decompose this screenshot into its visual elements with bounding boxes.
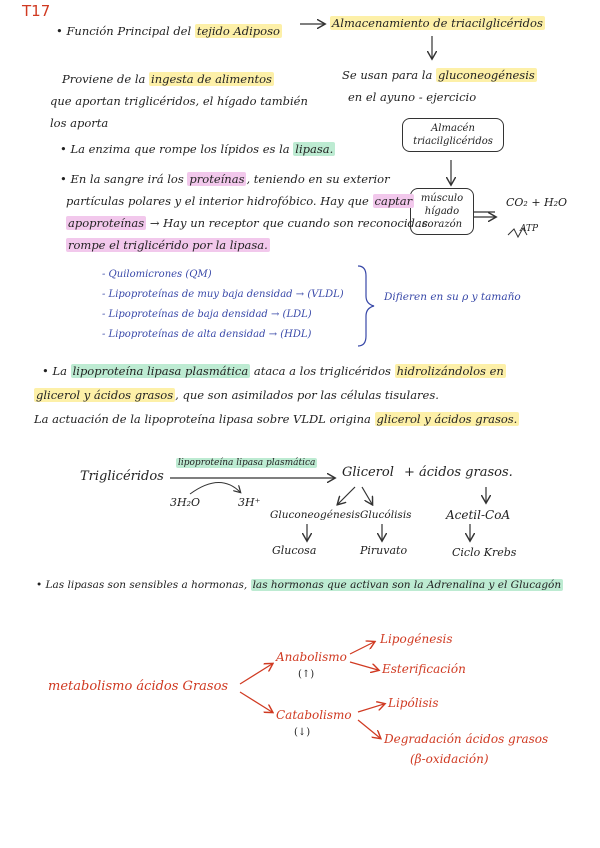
adipose-label: • Función Principal del <box>56 24 192 38</box>
lipolysis: Lipólisis <box>388 696 439 710</box>
esterification: Esterificación <box>382 662 466 676</box>
rx-triglycerides: Triglicéridos <box>80 469 164 484</box>
source-line-2: que aportan triglicéridos, el hígado también <box>50 94 308 108</box>
rx-gluconeogenesis: Gluconeogénesis <box>270 509 361 521</box>
page-title: T17 <box>22 2 51 20</box>
beta-oxidation: (β-oxidación) <box>410 752 489 766</box>
degradation: Degradación ácidos grasos <box>384 732 549 746</box>
rx-glucose: Glucosa <box>272 544 317 557</box>
lipogenesis: Lipogénesis <box>380 632 453 646</box>
blood-line-1: • En la sangre irá los proteínas , teniendo en su exterior <box>60 172 390 186</box>
rx-proton: 3H⁺ <box>238 496 261 509</box>
lipoprotein-item: - Lipoproteínas de baja densidad → (LDL) <box>102 309 312 320</box>
differ-note: Difieren en su ρ y tamaño <box>384 291 521 303</box>
lipoprotein-item: - Quilomicrones (QM) <box>102 269 212 280</box>
rx-glycolysis: Glucólisis <box>360 509 412 521</box>
rx-enzyme: lipoproteína lipasa plasmática <box>178 458 316 468</box>
blood-line-4: rompe el triglicérido por la lipasa. <box>68 238 268 252</box>
hormones-line: • Las lipasas son sensibles a hormonas, las hormonas que activan son la Adrenalina y el Glucagón <box>36 579 562 591</box>
catabolism: Catabolismo <box>276 708 352 722</box>
atp-label: ATP <box>520 224 539 234</box>
rx-glycerol: Glicerol <box>342 465 394 480</box>
lipoprotein-item: - Lipoproteínas de muy baja densidad → (VLDL) <box>102 289 344 300</box>
rx-pyruvate: Piruvato <box>360 544 408 557</box>
rx-acetylcoa: Acetil-CoA <box>446 508 511 522</box>
storage-label: Almacenamiento de triacilglicéridos <box>332 16 543 30</box>
anabolism: Anabolismo <box>276 650 347 664</box>
gng-line-2: en el ayuno - ejercicio <box>348 90 477 104</box>
adipose-tissue: tejido Adiposo <box>196 24 280 38</box>
fatty-acid-metabolism: metabolismo ácidos Grasos <box>48 679 229 694</box>
enzyme-line: • La enzima que rompe los lípidos es la lipasa. <box>60 142 334 156</box>
blood-line-2: partículas polares y el interior hidrofóbico. Hay que captar <box>66 194 413 208</box>
storage-box: Almacén triacilglicéridos <box>402 118 504 152</box>
gng-line-1: Se usan para la gluconeogénesis <box>342 68 535 82</box>
lpl-line-2: glicerol y ácidos grasos , que son asimilados por las células tisulares. <box>36 388 439 402</box>
lipoprotein-item: - Lipoproteínas de alta densidad → (HDL) <box>102 329 312 340</box>
source-line-1: Proviene de la ingesta de alimentos <box>62 72 272 86</box>
lpl-line-3: La actuación de la lipoproteína lipasa sobre VLDL origina glicerol y ácidos grasos. <box>34 412 518 426</box>
rx-fatty-acids: + ácidos grasos. <box>404 465 513 480</box>
products: CO₂ + H₂O <box>506 196 568 209</box>
source-line-3: los aporta <box>50 116 109 130</box>
rx-water: 3H₂O <box>170 496 201 509</box>
catabolism-sign: (↓) <box>294 727 311 738</box>
anabolism-sign: (↑) <box>298 669 315 680</box>
blood-line-3: apoproteínas → Hay un receptor que cuando son reconocidas <box>68 216 428 230</box>
adipose-line <box>56 24 282 38</box>
lpl-line-1: • La lipoproteína lipasa plasmática ataca a los triglicéridos hidrolizándolos en <box>42 364 504 378</box>
rx-krebs: Ciclo Krebs <box>452 546 517 559</box>
organs-box: músculo hígado corazón <box>410 188 474 235</box>
